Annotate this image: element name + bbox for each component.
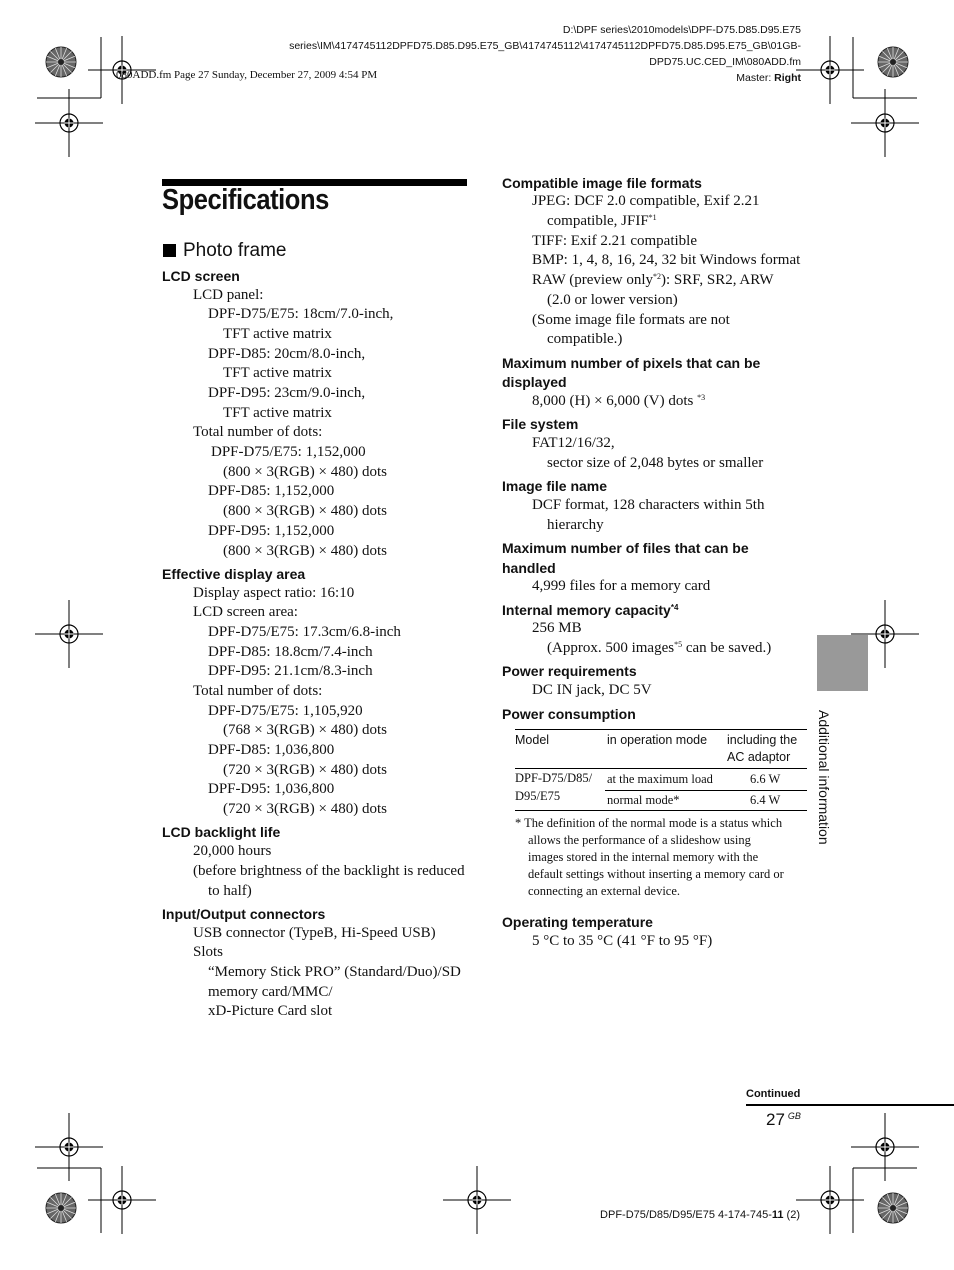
- max-pixels-heading: Maximum number of pixels that can be: [502, 355, 761, 371]
- temperature-heading: Operating temperature: [502, 914, 653, 930]
- spec-line: (Approx. 500 images$^{*5}$ can be saved.): [547, 640, 772, 656]
- spec-line: DPF-D95: 1,036,800: [208, 781, 335, 797]
- spec-line: DPF-D85: 20cm/8.0-inch,: [208, 346, 366, 362]
- file-info: 080ADD.fm Page 27 Sunday, December 27, 2009 4:54 PM: [116, 69, 378, 81]
- document-code: DPF-D75/D85/D95/E75 4-174-745-11 (2): [600, 1209, 800, 1221]
- spec-line: TFT active matrix: [223, 365, 332, 381]
- spec-line: DPF-D75/E75: 1,105,920: [208, 703, 363, 719]
- table-cell-model-2: D95/E75: [515, 789, 561, 803]
- table-header-adaptor-2: AC adaptor: [727, 750, 791, 764]
- spec-line: (800 × 3(RGB) × 480) dots: [223, 503, 387, 519]
- section-tab-label: Additional information: [816, 710, 832, 845]
- spec-line: (800 × 3(RGB) × 480) dots: [223, 464, 387, 480]
- formats-heading: Compatible image file formats: [502, 175, 702, 191]
- effective-area-heading: Effective display area: [162, 566, 306, 582]
- table-cell-value: 6.6 W: [750, 772, 781, 786]
- spec-line: DPF-D95: 23cm/9.0-inch,: [208, 385, 366, 401]
- max-files-heading: Maximum number of files that can be: [502, 540, 749, 556]
- spec-line: DPF-D85: 1,036,800: [208, 742, 335, 758]
- spec-line: FAT12/16/32,: [532, 435, 615, 451]
- spec-line: hierarchy: [547, 517, 604, 533]
- continued-rule: [746, 1104, 954, 1106]
- spec-line: xD-Picture Card slot: [208, 1003, 333, 1019]
- table-rule: [515, 768, 807, 769]
- spec-line: (768 × 3(RGB) × 480) dots: [223, 722, 387, 738]
- spec-line: DPF-D75/E75: 18cm/7.0-inch,: [208, 306, 394, 322]
- spec-line: 8,000 (H) × 6,000 (V) dots $^{*3}$: [532, 393, 706, 409]
- spec-line: compatible, JFIF$^{*1}$: [547, 213, 657, 229]
- spec-line: Display aspect ratio: 16:10: [193, 585, 355, 601]
- spec-line: DPF-D95: 21.1cm/8.3-inch: [208, 663, 373, 679]
- spec-line: (2.0 or lower version): [547, 292, 678, 308]
- table-footnote: * The definition of the normal mode is a status which allows the performance of a slideshow using images stored in the internal memory with the default settings without inserting a memory card or connecting an external device.: [515, 816, 784, 898]
- table-header-model: Model: [515, 733, 550, 747]
- spec-line: 5 °C to 35 °C (41 °F to 95 °F): [532, 933, 713, 949]
- max-files-heading-2: handled: [502, 560, 556, 576]
- power-req-heading: Power requirements: [502, 663, 637, 679]
- image-name-heading: Image file name: [502, 478, 608, 494]
- continued-label: Continued: [746, 1088, 801, 1100]
- spec-line: Slots: [193, 944, 224, 960]
- spec-line: USB connector (TypeB, Hi-Speed USB): [193, 925, 436, 941]
- table-header-adaptor: including the: [727, 733, 798, 747]
- spec-line: LCD panel:: [193, 287, 264, 303]
- page-number: 27 $^{GB}$: [766, 1110, 801, 1129]
- spec-line: DPF-D95: 1,152,000: [208, 523, 335, 539]
- spec-line: memory card/MMC/: [208, 984, 333, 1000]
- spec-line: LCD screen area:: [193, 604, 298, 620]
- spec-line: (Some image file formats are not: [532, 312, 730, 328]
- table-rule: [515, 810, 807, 811]
- internal-memory-heading: Internal memory capacity$^{*4}$: [502, 602, 679, 618]
- table-cell-mode: normal mode*: [607, 793, 680, 807]
- table-rule: [515, 729, 807, 730]
- spec-line: BMP: 1, 4, 8, 16, 24, 32 bit Windows format: [532, 252, 801, 268]
- io-heading: Input/Output connectors: [162, 906, 326, 922]
- spec-line: Total number of dots:: [193, 683, 323, 699]
- spec-line: DPF-D85: 1,152,000: [208, 483, 335, 499]
- spec-line: TFT active matrix: [223, 326, 332, 342]
- spec-line: TFT active matrix: [223, 405, 332, 421]
- master-label: Master: Right: [736, 72, 801, 84]
- spec-line: DPF-D75/E75: 1,152,000: [211, 444, 366, 460]
- table-header-mode: in operation mode: [607, 733, 708, 747]
- table-rule: [605, 790, 807, 791]
- spec-line: “Memory Stick PRO” (Standard/Duo)/SD: [208, 964, 461, 980]
- spec-line: Total number of dots:: [193, 424, 323, 440]
- spec-line: JPEG: DCF 2.0 compatible, Exif 2.21: [532, 193, 760, 209]
- max-pixels-heading-2: displayed: [502, 374, 567, 390]
- path-line-2: series\IM\4174745112DPFD75.D85.D95.E75_GB\4174745112\4174745112DPFD75.D85.D95.E75_GB\01GB-: [289, 40, 801, 52]
- power-consumption-heading: Power consumption: [502, 706, 636, 722]
- path-line-3: DPD75.UC.CED_IM\080ADD.fm: [649, 56, 801, 68]
- table-cell-model: DPF-D75/D85/: [515, 771, 593, 785]
- spec-line: (before brightness of the backlight is reduced: [193, 863, 465, 879]
- spec-line: (800 × 3(RGB) × 480) dots: [223, 543, 387, 559]
- section-heading: Photo frame: [163, 240, 287, 262]
- section-tab: [817, 635, 868, 691]
- spec-line: compatible.): [547, 331, 623, 347]
- spec-line: DPF-D75/E75: 17.3cm/6.8-inch: [208, 624, 401, 640]
- table-cell-value: 6.4 W: [750, 793, 781, 807]
- file-system-heading: File system: [502, 416, 579, 432]
- path-line-1: D:\DPF series\2010models\DPF-D75.D85.D95.E75: [562, 24, 801, 36]
- spec-line: 20,000 hours: [193, 843, 272, 859]
- spec-line: DPF-D85: 18.8cm/7.4-inch: [208, 644, 373, 660]
- spec-line: 4,999 files for a memory card: [532, 578, 711, 594]
- spec-line: TIFF: Exif 2.21 compatible: [532, 233, 697, 249]
- backlight-heading: LCD backlight life: [162, 824, 281, 840]
- table-cell-mode: at the maximum load: [607, 772, 713, 786]
- spec-line: sector size of 2,048 bytes or smaller: [547, 455, 764, 471]
- spec-line: to half): [208, 883, 252, 899]
- lcd-screen-heading: LCD screen: [162, 268, 240, 284]
- spec-line: RAW (preview only$^{*2}$): SRF, SR2, ARW: [532, 272, 774, 288]
- page-title: Specifications: [162, 184, 329, 216]
- spec-line: 256 MB: [532, 620, 582, 636]
- spec-line: (720 × 3(RGB) × 480) dots: [223, 801, 387, 817]
- spec-line: DCF format, 128 characters within 5th: [532, 497, 765, 513]
- spec-line: DC IN jack, DC 5V: [532, 682, 652, 698]
- spec-line: (720 × 3(RGB) × 480) dots: [223, 762, 387, 778]
- square-bullet-icon: [163, 244, 176, 257]
